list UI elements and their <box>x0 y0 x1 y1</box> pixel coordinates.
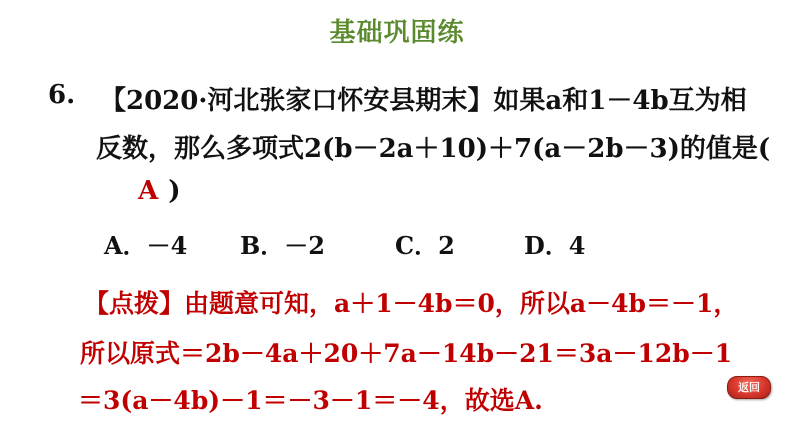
solution-line-1: 【点拨】由题意可知，a＋1－4b＝0，所以a－4b＝－1， <box>84 289 739 318</box>
option-a: A．－4 <box>104 231 188 260</box>
solution-line-2: 所以原式＝2b－4a＋20＋7a－14b－21＝3a－12b－1 <box>80 339 733 368</box>
question-number: 6. <box>48 80 76 110</box>
page-title: 基础巩固练 <box>329 18 465 48</box>
option-d: D．4 <box>524 231 586 260</box>
solution-line-3: ＝3(a－4b)－1＝－3－1＝－4，故选A. <box>78 386 543 415</box>
question-text-line-2: 反数，那么多项式2(b－2a＋10)＋7(a－2b－3)的值是( <box>96 134 771 164</box>
question-text-line-1: 【2020·河北张家口怀安县期末】如果a和1－4b互为相 <box>100 86 747 116</box>
answer-close-paren: ) <box>168 176 181 206</box>
back-button[interactable]: 返回 <box>727 376 771 399</box>
option-c: C．2 <box>395 231 455 260</box>
answer-row <box>138 176 181 206</box>
option-b: B．－2 <box>240 231 325 260</box>
answer-letter: A <box>138 176 159 206</box>
